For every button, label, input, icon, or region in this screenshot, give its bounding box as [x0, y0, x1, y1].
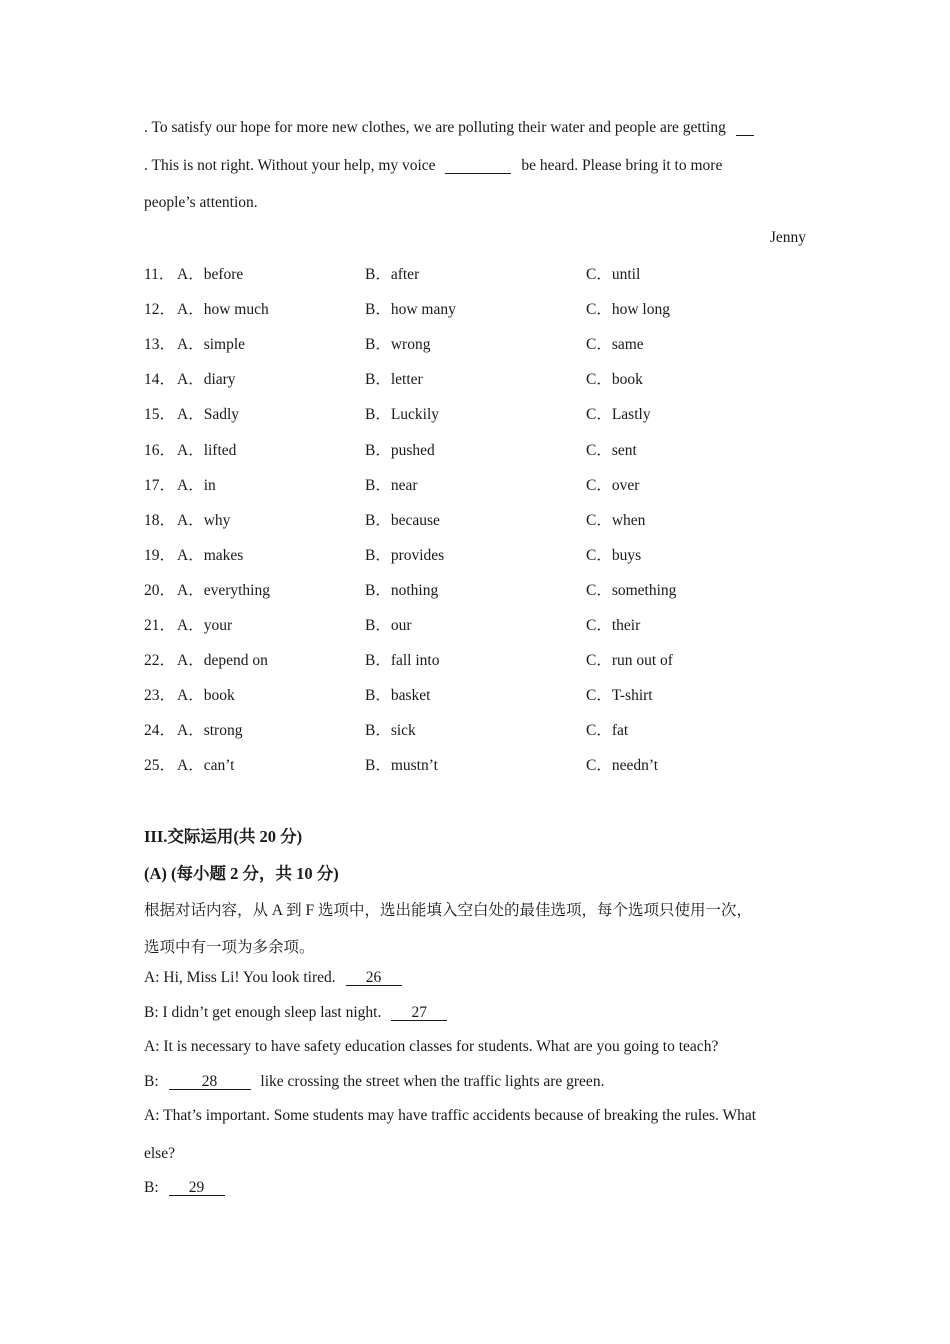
- option-b: B．after: [365, 266, 420, 283]
- question-row: [144, 297, 844, 317]
- blank-line-1: [736, 120, 754, 136]
- question-row: [144, 262, 844, 282]
- question-row: [144, 753, 844, 773]
- option-c: C．T-shirt: [586, 687, 653, 705]
- option-a: A．lifted: [177, 441, 237, 459]
- option-c: C．book: [586, 371, 643, 389]
- option-b: B．because: [365, 511, 440, 529]
- question-row: [144, 543, 844, 563]
- option-b: B．wrong: [365, 336, 431, 354]
- question-number: 12．: [144, 301, 176, 319]
- option-c: C．sent: [586, 441, 637, 459]
- question-number: 23．: [144, 687, 176, 705]
- dialogue-line-5: A: That’s important. Some students may have traffic accidents because of breaking the rules. What: [144, 1107, 757, 1124]
- option-b: B．our: [365, 617, 412, 634]
- option-b: B．sick: [365, 722, 416, 740]
- option-a: A．why: [177, 511, 231, 529]
- dialogue-line-3: A: It is necessary to have safety education classes for students. What are you going to teach?: [144, 1038, 719, 1055]
- blank-29: 29: [169, 1180, 225, 1196]
- option-a: A．book: [177, 687, 235, 705]
- option-c: C．same: [586, 336, 644, 354]
- question-row: [144, 578, 844, 598]
- blank-26: 26: [346, 970, 402, 986]
- question-number: 19．: [144, 546, 176, 564]
- instructions-line-1: 根据对话内容，从 A 到 F 选项中，选出能填入空白处的最佳选项，每个选项只使用一次，: [144, 902, 752, 919]
- dialogue-line-2: B: I didn’t get enough sleep last night. 27: [144, 1004, 447, 1022]
- option-a: A．strong: [177, 722, 243, 740]
- option-a: A．everything: [177, 581, 270, 599]
- option-b: B．Luckily: [365, 406, 440, 424]
- option-c: C．run out of: [586, 652, 673, 670]
- option-a: A．diary: [177, 371, 236, 389]
- option-c: C．something: [586, 581, 677, 599]
- question-row: [144, 508, 844, 528]
- dialogue-line-4: B: 28 like crossing the street when the traffic lights are green.: [144, 1073, 605, 1090]
- option-b: B．letter: [365, 371, 423, 389]
- option-a: A．how much: [177, 301, 269, 319]
- question-number: 11．: [144, 266, 175, 283]
- option-b: B．basket: [365, 687, 431, 705]
- dialogue-line-1: A: Hi, Miss Li! You look tired. 26: [144, 969, 402, 987]
- passage-line-2: . This is not right. Without your help, my voice be heard. Please bring it to more: [144, 157, 723, 174]
- option-b: B．how many: [365, 301, 456, 319]
- option-b: B．nothing: [365, 581, 439, 599]
- option-c: C．when: [586, 511, 646, 529]
- option-a: A．depend on: [177, 652, 268, 670]
- question-number: 25．: [144, 757, 176, 775]
- question-number: 21．: [144, 617, 176, 634]
- option-a: A．Sadly: [177, 406, 240, 424]
- question-number: 22．: [144, 652, 176, 670]
- option-c: C．Lastly: [586, 406, 651, 424]
- section-subtitle: (A) (每小题 2 分，共 10 分): [144, 864, 339, 883]
- question-row: [144, 402, 844, 422]
- option-a: A．in: [177, 476, 216, 494]
- option-c: C．how long: [586, 301, 670, 319]
- question-row: [144, 648, 844, 668]
- question-row: [144, 613, 844, 633]
- question-row: [144, 683, 844, 703]
- question-number: 13．: [144, 336, 176, 354]
- signature: Jenny: [769, 229, 806, 246]
- question-number: 20．: [144, 581, 176, 599]
- blank-voice: [445, 158, 511, 174]
- option-b: B．near: [365, 476, 418, 494]
- option-b: B．pushed: [365, 441, 435, 459]
- question-row: [144, 367, 844, 387]
- option-a: A．can’t: [177, 757, 235, 775]
- option-c: C．buys: [586, 546, 642, 564]
- option-c: C．until: [586, 266, 641, 283]
- option-b: B．provides: [365, 546, 445, 564]
- option-b: B．mustn’t: [365, 757, 438, 775]
- dialogue-line-5-cont: else?: [144, 1145, 175, 1162]
- option-a: A．before: [177, 266, 244, 283]
- question-number: 24．: [144, 722, 176, 740]
- instructions-line-2: 选项中有一项为多余项。: [144, 939, 315, 956]
- option-b: B．fall into: [365, 652, 440, 670]
- question-row: [144, 332, 844, 352]
- question-row: [144, 438, 844, 458]
- option-c: C．their: [586, 617, 641, 634]
- option-a: A．your: [177, 617, 233, 634]
- question-number: 16．: [144, 441, 176, 459]
- dialogue-line-6: B: 29: [144, 1179, 225, 1197]
- question-number: 15．: [144, 406, 176, 424]
- passage-line-3: people’s attention.: [144, 194, 258, 211]
- option-c: C．needn’t: [586, 757, 659, 775]
- question-number: 17．: [144, 476, 176, 494]
- question-row: [144, 473, 844, 493]
- option-c: C．fat: [586, 722, 629, 740]
- question-row: [144, 718, 844, 738]
- section-title: III.交际运用(共 20 分): [144, 827, 303, 846]
- option-c: C．over: [586, 476, 640, 494]
- option-a: A．makes: [177, 546, 244, 564]
- blank-27: 27: [391, 1005, 447, 1021]
- blank-28: 28: [169, 1074, 251, 1090]
- question-number: 14．: [144, 371, 176, 389]
- option-a: A．simple: [177, 336, 246, 354]
- passage-line-1: . To satisfy our hope for more new clothes, we are polluting their water and people are getting: [144, 119, 754, 137]
- question-number: 18．: [144, 511, 176, 529]
